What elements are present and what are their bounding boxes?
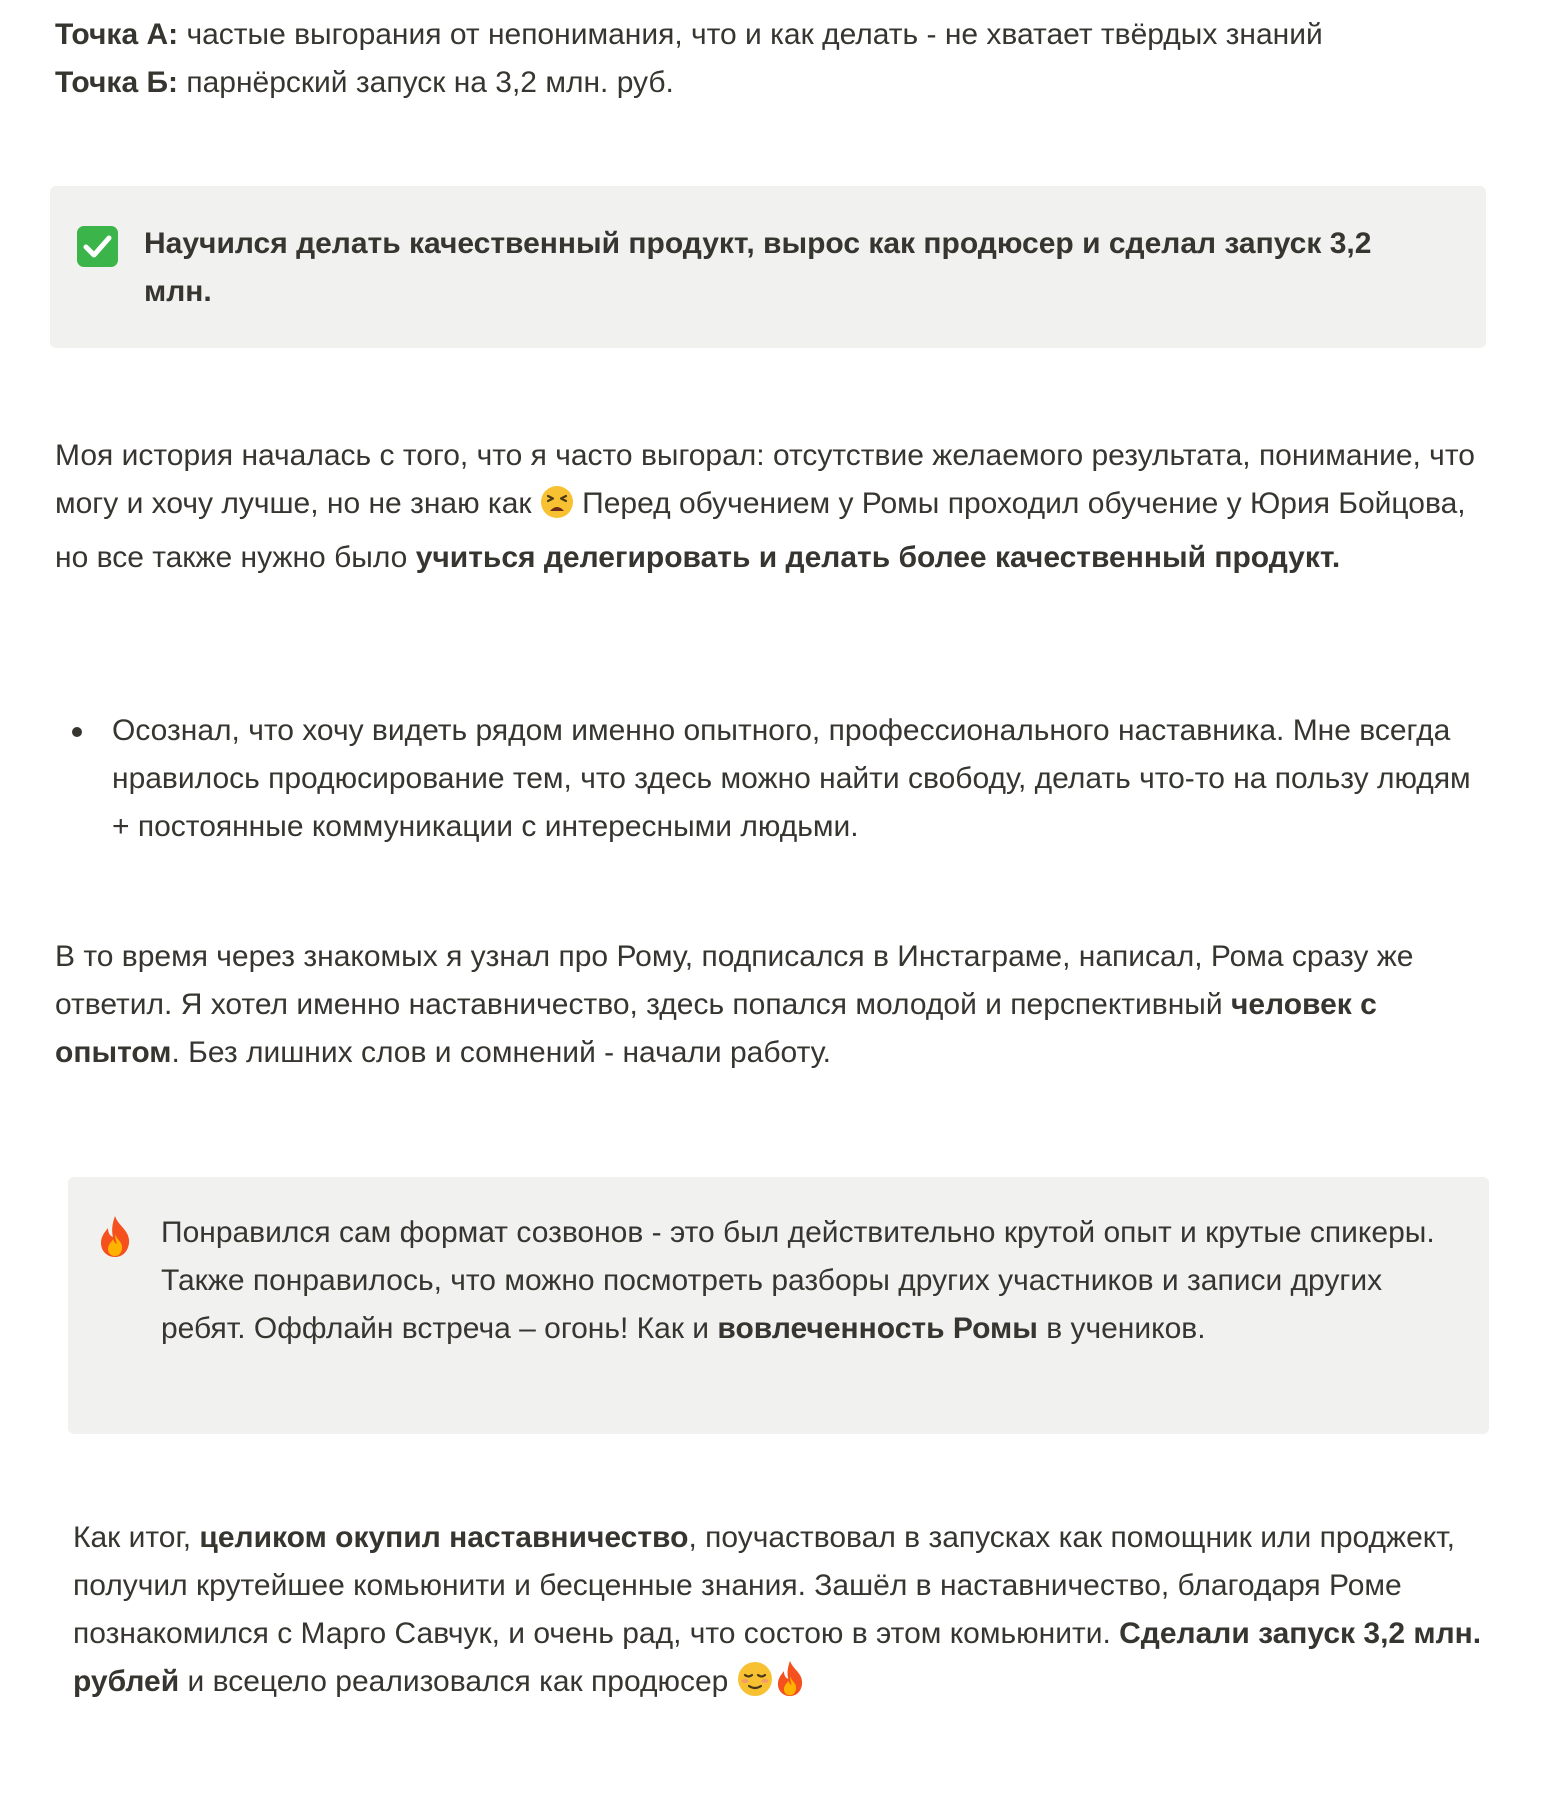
format-bold: вовлеченность Ромы [717, 1312, 1038, 1345]
check-mark-button-icon [77, 226, 118, 267]
conclusion-text-3: и всецело реализовался как продюсер [179, 1665, 729, 1698]
result-callout-text: Научился делать качественный продукт, вырос как продюсер и сделал запуск 3,2 млн. [144, 227, 1372, 308]
bullet-text: Осознал, что хочу видеть рядом именно опытного, профессионального наставника. Мне всегда нравилось продюсирование тем, что здесь можно найти свободу, делать что-то на пользу людям + постоянные коммуникации с интересными людьми. [112, 714, 1471, 843]
point-b [55, 59, 1495, 107]
conclusion-bold-2: Сделали запуск 3,2 млн. рублей [73, 1617, 1482, 1698]
result-callout [50, 186, 1486, 348]
conclusion-text-2: , поучаствовал в запусках как помощник или проджект, получил крутейшее комьюнити и бесценные знания. Зашёл в наставничество, благодаря Роме познакомился с Марго Савчук, и очень рад, что состою в этом комьюнити. [73, 1521, 1456, 1650]
story-text-2: Перед обучением у Ромы проходил обучение у Юрия Бойцова, но все также нужно было [55, 487, 1466, 574]
story-paragraph [55, 432, 1495, 582]
story-bold: учиться делегировать и делать более качественный продукт. [415, 541, 1341, 574]
fire-emoji-icon [773, 1659, 807, 1712]
meeting-text-2: . Без лишних слов и сомнений - начали работу. [171, 1036, 831, 1069]
fire-icon [96, 1214, 134, 1258]
conclusion-paragraph [73, 1514, 1513, 1712]
meeting-paragraph [55, 933, 1495, 1077]
format-text-1: Понравился сам формат созвонов - это был действительно крутой опыт и крутые спикеры. Также понравилось, что можно посмотреть разборы других участников и записи других ребят. Оффлайн встреча – огонь! Как и [161, 1216, 1435, 1345]
point-a [55, 11, 1495, 59]
point-b-label: Точка Б: [55, 66, 179, 99]
format-callout-text [161, 1209, 1451, 1353]
meeting-bold: человек с опытом [55, 988, 1377, 1069]
bullet-dot-icon [72, 727, 82, 737]
tired-face-emoji-icon [540, 485, 574, 534]
point-a-label: Точка А: [55, 18, 179, 51]
point-b-text: парнёрский запуск на 3,2 млн. руб. [178, 66, 674, 99]
meeting-text-1: В то время через знакомых я узнал про Рому, подписался в Инстаграме, написал, Рома сразу же ответил. Я хотел именно наставничество, здесь попался молодой и перспективный [55, 940, 1414, 1021]
story-text-1: Моя история началась с того, что я часто выгорал: отсутствие желаемого результата, понимание, что могу и хочу лучше, но не знаю как [55, 439, 1475, 520]
format-text-2: в учеников. [1037, 1312, 1206, 1345]
point-a-text: частые выгорания от непонимания, что и как делать - не хватает твёрдых знаний [178, 18, 1323, 51]
relieved-face-emoji-icon [737, 1661, 773, 1712]
conclusion-bold-1: целиком окупил наставничество [199, 1521, 689, 1554]
conclusion-text-1: Как итог, [73, 1521, 200, 1554]
format-callout [68, 1177, 1489, 1434]
points-section [55, 11, 1495, 107]
